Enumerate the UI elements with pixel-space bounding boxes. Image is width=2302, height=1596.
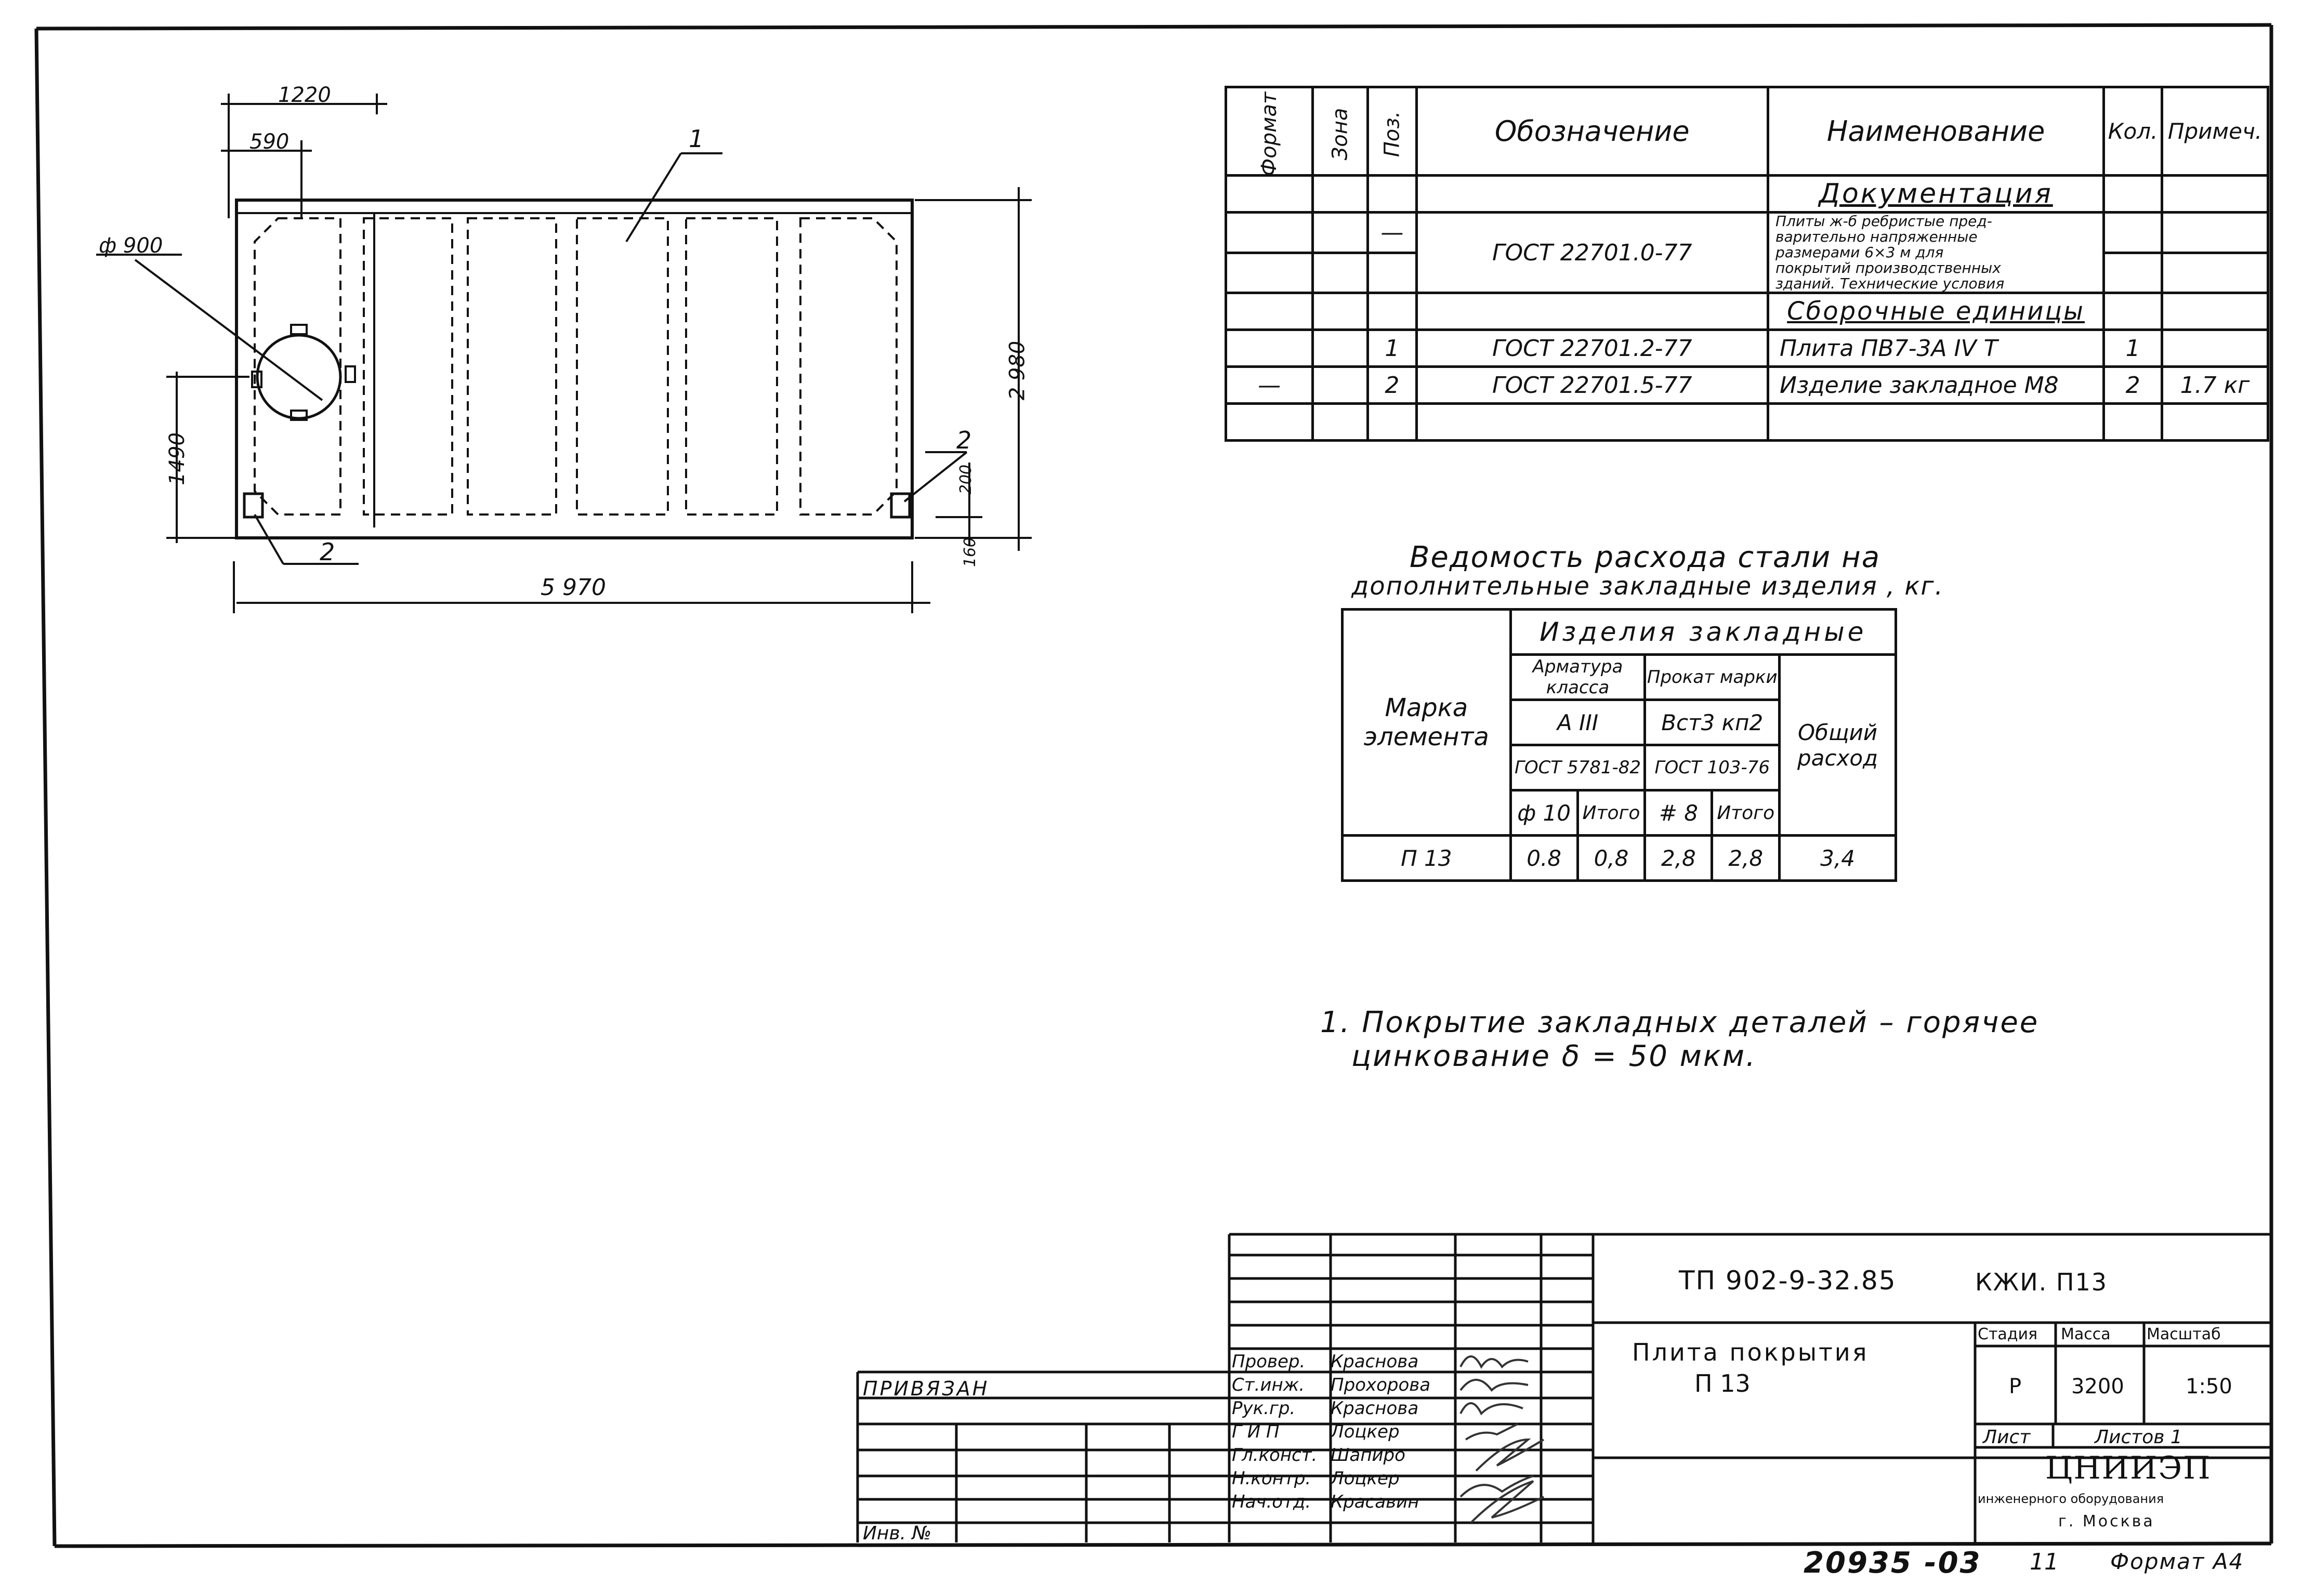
col-rolled: Прокат марки <box>1645 655 1780 700</box>
callout-2-left: 2 <box>320 538 335 566</box>
dim-5970: 5 970 <box>541 574 606 601</box>
table-row: 1 ГОСТ 22701.2-77 Плита ПВ7-3А IV Т 1 <box>1226 330 2268 367</box>
group-header: Изделия закладные <box>1510 610 1896 655</box>
dim-1490: 1490 <box>165 432 189 485</box>
hdr-qty: Кол. <box>2104 87 2162 176</box>
dim-590: 590 <box>249 130 290 154</box>
mass-value: 3200 <box>2071 1375 2124 1399</box>
archive-number: 20935 -03 <box>1804 1546 1982 1580</box>
dim-2980: 2 980 <box>1005 340 1030 401</box>
hdr-format: Формат <box>1226 87 1313 176</box>
table-row: — 2 ГОСТ 22701.5-77 Изделие закладное М8 2 1.7 кг <box>1226 367 2268 404</box>
sub-total1: Итого <box>1577 790 1645 836</box>
hdr-pos: Поз. <box>1368 87 1417 176</box>
dim-160: 160 <box>961 537 980 568</box>
specification-table <box>1225 86 2269 442</box>
col-total: Общий расход <box>1780 655 1896 836</box>
dimension-lines <box>166 94 1032 613</box>
table-row: П 13 0.8 0,8 2,8 2,8 3,4 <box>1343 836 1896 881</box>
doc-name: Плиты ж-б ребристые пред- варительно напряженные размерами 6×3 м для покрытий производственных зданий. Технические условия <box>1768 213 2103 293</box>
callout-1: 1 <box>689 125 704 153</box>
role-row: Ст.инж. Прохорова <box>1232 1375 1431 1395</box>
slab-plan <box>96 153 967 564</box>
hdr-designation: Обозначение <box>1416 87 1768 176</box>
scale-value: 1:50 <box>2186 1375 2232 1399</box>
steel-table <box>1341 608 1897 882</box>
armature-gost: ГОСТ 5781-82 <box>1510 745 1645 790</box>
format-label: Формат А4 <box>2110 1549 2244 1574</box>
steel-title-2: дополнительные закладные изделия , кг. <box>1351 572 1944 601</box>
dim-diameter: ф 900 <box>99 234 163 258</box>
page-number: 11 <box>2030 1549 2059 1575</box>
steel-title-1: Ведомость расхода стали на <box>1409 540 1881 574</box>
role-row: Н.контр. Лоцкер <box>1232 1468 1400 1489</box>
sub-8: # 8 <box>1645 790 1712 836</box>
hdr-name: Наименование <box>1768 87 2103 176</box>
role-row: Г И П Лоцкер <box>1232 1421 1400 1442</box>
rolled-gost: ГОСТ 103-76 <box>1645 745 1780 790</box>
sub-d10: ф 10 <box>1510 790 1577 836</box>
mass-header: Масса <box>2061 1325 2111 1343</box>
sheets-label: Листов 1 <box>2095 1427 2182 1448</box>
project-code-2: КЖИ. П13 <box>1975 1268 2108 1296</box>
role-row: Рук.гр. Краснова <box>1232 1398 1419 1419</box>
dim-200: 200 <box>957 464 976 495</box>
note: 1. Покрытие закладных деталей – горячее цинкование δ = 50 мкм. <box>1320 1006 2040 1073</box>
scale-header: Масштаб <box>2147 1325 2221 1343</box>
hdr-note: Примеч. <box>2162 87 2268 176</box>
armature-class: A III <box>1510 700 1645 745</box>
privyazan-label: ПРИВЯЗАН <box>863 1377 990 1400</box>
col-armature: Арматура класса <box>1510 655 1645 700</box>
dim-1220: 1220 <box>278 83 331 107</box>
org-name: ЦНИИЭП <box>2045 1450 2212 1486</box>
mark-header: Марка элемента <box>1343 610 1511 836</box>
section-docs: Документация <box>1768 176 2103 213</box>
drawing-name-2: П 13 <box>1694 1369 1751 1397</box>
drawing-name-1: Плита покрытия <box>1632 1338 1869 1366</box>
callout-2-right: 2 <box>956 426 972 454</box>
org-line3: г. Москва <box>2058 1512 2155 1531</box>
doc-designation: ГОСТ 22701.0-77 <box>1416 213 1768 293</box>
doc-pos: — <box>1368 213 1417 253</box>
org-line2: инженерного оборудования <box>1978 1492 2164 1506</box>
project-code: ТП 902-9-32.85 <box>1679 1265 1897 1296</box>
role-row: Нач.отд. Красавин <box>1232 1492 1419 1512</box>
roles-list <box>1232 1351 1430 1515</box>
rolled-grade: Вст3 кп2 <box>1645 700 1780 745</box>
signatures <box>1461 1356 1544 1523</box>
stage-value: Р <box>2009 1375 2022 1399</box>
inv-label: Инв. № <box>863 1523 932 1544</box>
sub-total2: Итого <box>1712 790 1780 836</box>
section-units: Сборочные единицы <box>1768 293 2103 330</box>
sheet-label: Лист <box>1983 1427 2031 1448</box>
role-row: Провер. Краснова <box>1232 1351 1419 1372</box>
stage-header: Стадия <box>1978 1325 2038 1343</box>
hdr-zone: Зона <box>1313 87 1368 176</box>
role-row: Гл.конст. Шапиро <box>1232 1445 1405 1466</box>
